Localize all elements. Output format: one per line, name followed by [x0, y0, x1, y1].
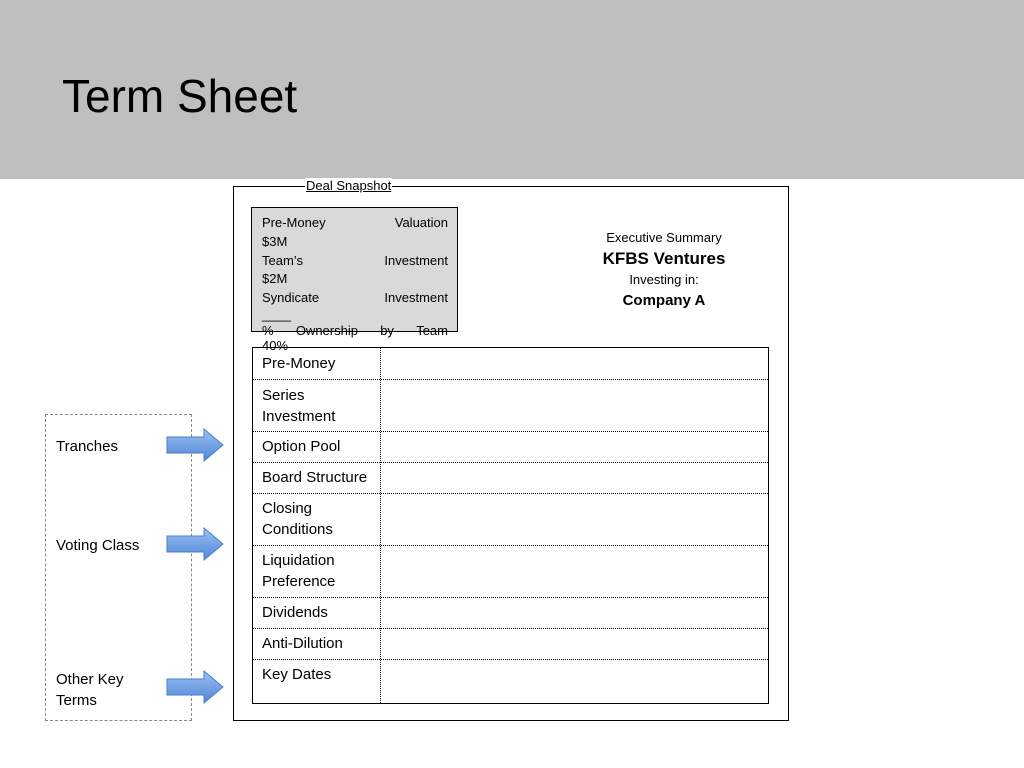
slide-title: Term Sheet: [62, 70, 298, 122]
arrow-right-icon: [166, 670, 224, 704]
snapshot-line: 40%: [262, 337, 289, 353]
table-row: [253, 597, 768, 628]
title-banner: [0, 0, 1024, 179]
executive-summary: [580, 229, 748, 313]
table-row: [253, 431, 768, 462]
arrow-right-icon: [166, 428, 224, 462]
snapshot-line: $2M: [262, 271, 288, 287]
table-row: [253, 462, 768, 493]
snapshot-line: Syndicate Investment: [262, 290, 448, 306]
investor-name: KFBS Ventures: [602, 249, 726, 268]
arrow-right-icon: [166, 527, 224, 561]
table-row: [253, 659, 768, 704]
company-name: Company A: [622, 292, 706, 309]
snapshot-line: % Ownership by Team: [262, 322, 448, 338]
investing-in-label: Investing in:: [629, 272, 699, 287]
table-row: [253, 628, 768, 659]
term-label: Closing Conditions: [262, 500, 333, 538]
table-row: [253, 493, 768, 545]
term-label: Anti-Dilution: [262, 635, 343, 652]
snapshot-line: Team’s Investment: [262, 252, 448, 268]
snapshot-line: $3M: [262, 233, 288, 249]
table-row: [253, 348, 768, 379]
snapshot-line: Pre-Money Valuation: [262, 215, 448, 230]
deal-snapshot-text: [262, 214, 448, 351]
term-label: Option Pool: [262, 438, 341, 455]
term-label: Series Investment: [262, 387, 336, 425]
executive-summary-heading: Executive Summary: [606, 230, 722, 245]
term-label: Board Structure: [262, 469, 368, 486]
table-row: [253, 545, 768, 597]
term-label: Dividends: [262, 604, 328, 621]
deal-snapshot-label: Deal Snapshot: [306, 178, 392, 193]
sidebar-item-tranches: Tranches: [56, 438, 118, 455]
term-label: Pre-Money: [262, 355, 336, 372]
term-label: Key Dates: [262, 666, 332, 683]
table-row: [253, 379, 768, 431]
term-label: Liquidation Preference: [262, 552, 336, 590]
terms-table: [252, 347, 769, 704]
sidebar-item-voting-class: Voting Class: [56, 537, 140, 554]
snapshot-line: ____: [262, 306, 291, 322]
sidebar-item-other-key-terms: Other Key Terms: [56, 671, 124, 709]
